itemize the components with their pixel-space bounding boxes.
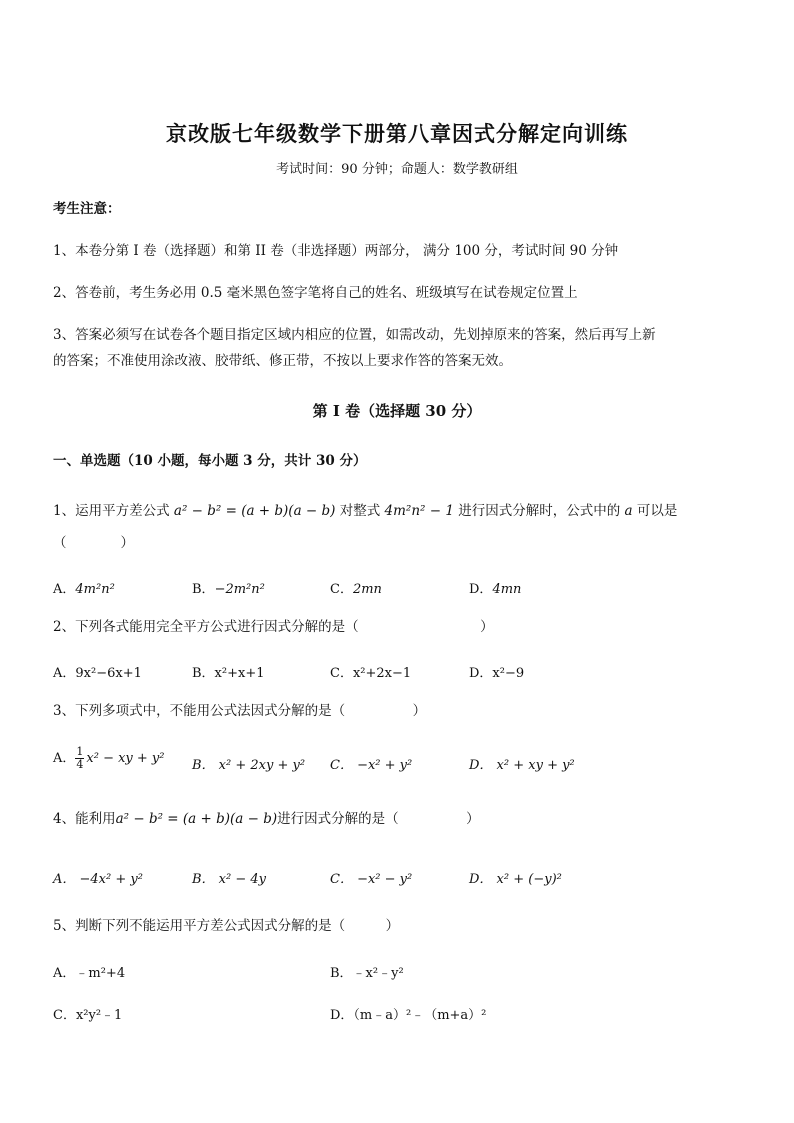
question-3: 3、下列多项式中，不能用公式法因式分解的是（ ）	[53, 703, 427, 719]
q4-option-b: B． x² − 4y	[192, 872, 267, 887]
q1-expression: 4m²n² − 1	[384, 503, 454, 519]
q2-option-a: A．9x²−6x+1	[53, 666, 142, 681]
q4-formula: a² − b² = (a + b)(a − b)	[115, 811, 278, 827]
question-4	[53, 806, 756, 832]
notice-item-3-line-1: 3、答案必须写在试卷各个题目指定区域内相应的位置，如需改动，先划掉原来的答案，然后再写上新	[53, 327, 656, 343]
q4-option-a: A． −4x² + y²	[53, 872, 143, 887]
q1-formula: a² − b² = (a + b)(a − b)	[173, 503, 336, 519]
q1-prefix: 1、运用平方差公式	[53, 503, 174, 519]
section-heading: 一、单选题（10 小题，每小题 3 分，共计 30 分）	[53, 453, 367, 469]
q5-option-d: D．（m﹣a）²﹣（m+a）²	[330, 1008, 487, 1023]
q1-option-d: D．4mn	[469, 582, 522, 597]
q1-option-a: A．4m²n²	[53, 582, 115, 597]
question-1	[53, 498, 756, 524]
q2-option-b: B．x²+x+1	[192, 666, 265, 681]
question-2: 2、下列各式能用完全平方公式进行因式分解的是（ ）	[53, 619, 494, 635]
page-title: 京改版七年级数学下册第八章因式分解定向训练	[166, 121, 628, 146]
q4-prefix: 4、能利用	[53, 811, 116, 827]
q2-option-c: C．x²+2x−1	[330, 666, 412, 681]
q3-option-a: A． $\frac{1}{4}$ x² − xy + y²	[53, 745, 165, 771]
q5-option-a: A．﹣m²+4	[53, 966, 126, 981]
q1-option-c: C．2mn	[330, 582, 382, 597]
q4-suffix: 进行因式分解的是（ ）	[277, 811, 480, 827]
exam-info: 考试时间：90 分钟；命题人：数学教研组	[276, 162, 518, 177]
q5-option-b: B．﹣x²﹣y²	[330, 966, 404, 981]
notice-item-1: 1、本卷分第 I 卷（选择题）和第 II 卷（非选择题）两部分， 满分 100 分，考试时间 90 分钟	[53, 243, 619, 259]
question-5: 5、判断下列不能运用平方差公式因式分解的是（ ）	[53, 918, 400, 934]
notice-item-2: 2、答卷前，考生务必用 0.5 毫米黑色签字笔将自己的姓名、班级填写在试卷规定位置上	[53, 285, 578, 301]
q3-option-b: B． x² + 2xy + y²	[192, 758, 306, 773]
q5-option-c: C．x²y²﹣1	[53, 1008, 123, 1023]
notice-heading: 考生注意：	[53, 201, 121, 217]
q3-option-d: D． x² + xy + y²	[469, 758, 575, 773]
fraction-one-quarter: $\frac{1}{4}$	[76, 745, 84, 771]
q2-option-d: D．x²−9	[469, 666, 525, 681]
q1-suffix: 进行因式分解时，公式中的	[453, 503, 625, 519]
notice-item-3-line-2: 的答案；不准使用涂改液、胶带纸、修正带，不按以上要求作答的答案无效。	[53, 353, 512, 369]
q1-answer-paren: （ ）	[53, 535, 134, 551]
q1-end: 可以是	[632, 503, 678, 519]
q4-option-d: D． x² + (−y)²	[469, 872, 562, 887]
q4-option-c: C． −x² − y²	[330, 872, 413, 887]
part-1-title: 第 I 卷（选择题 30 分）	[312, 402, 482, 420]
q1-mid: 对整式	[335, 503, 385, 519]
q1-variable: a	[624, 503, 633, 519]
q3-option-c: C． −x² + y²	[330, 758, 413, 773]
q1-option-b: B．−2m²n²	[192, 582, 265, 597]
